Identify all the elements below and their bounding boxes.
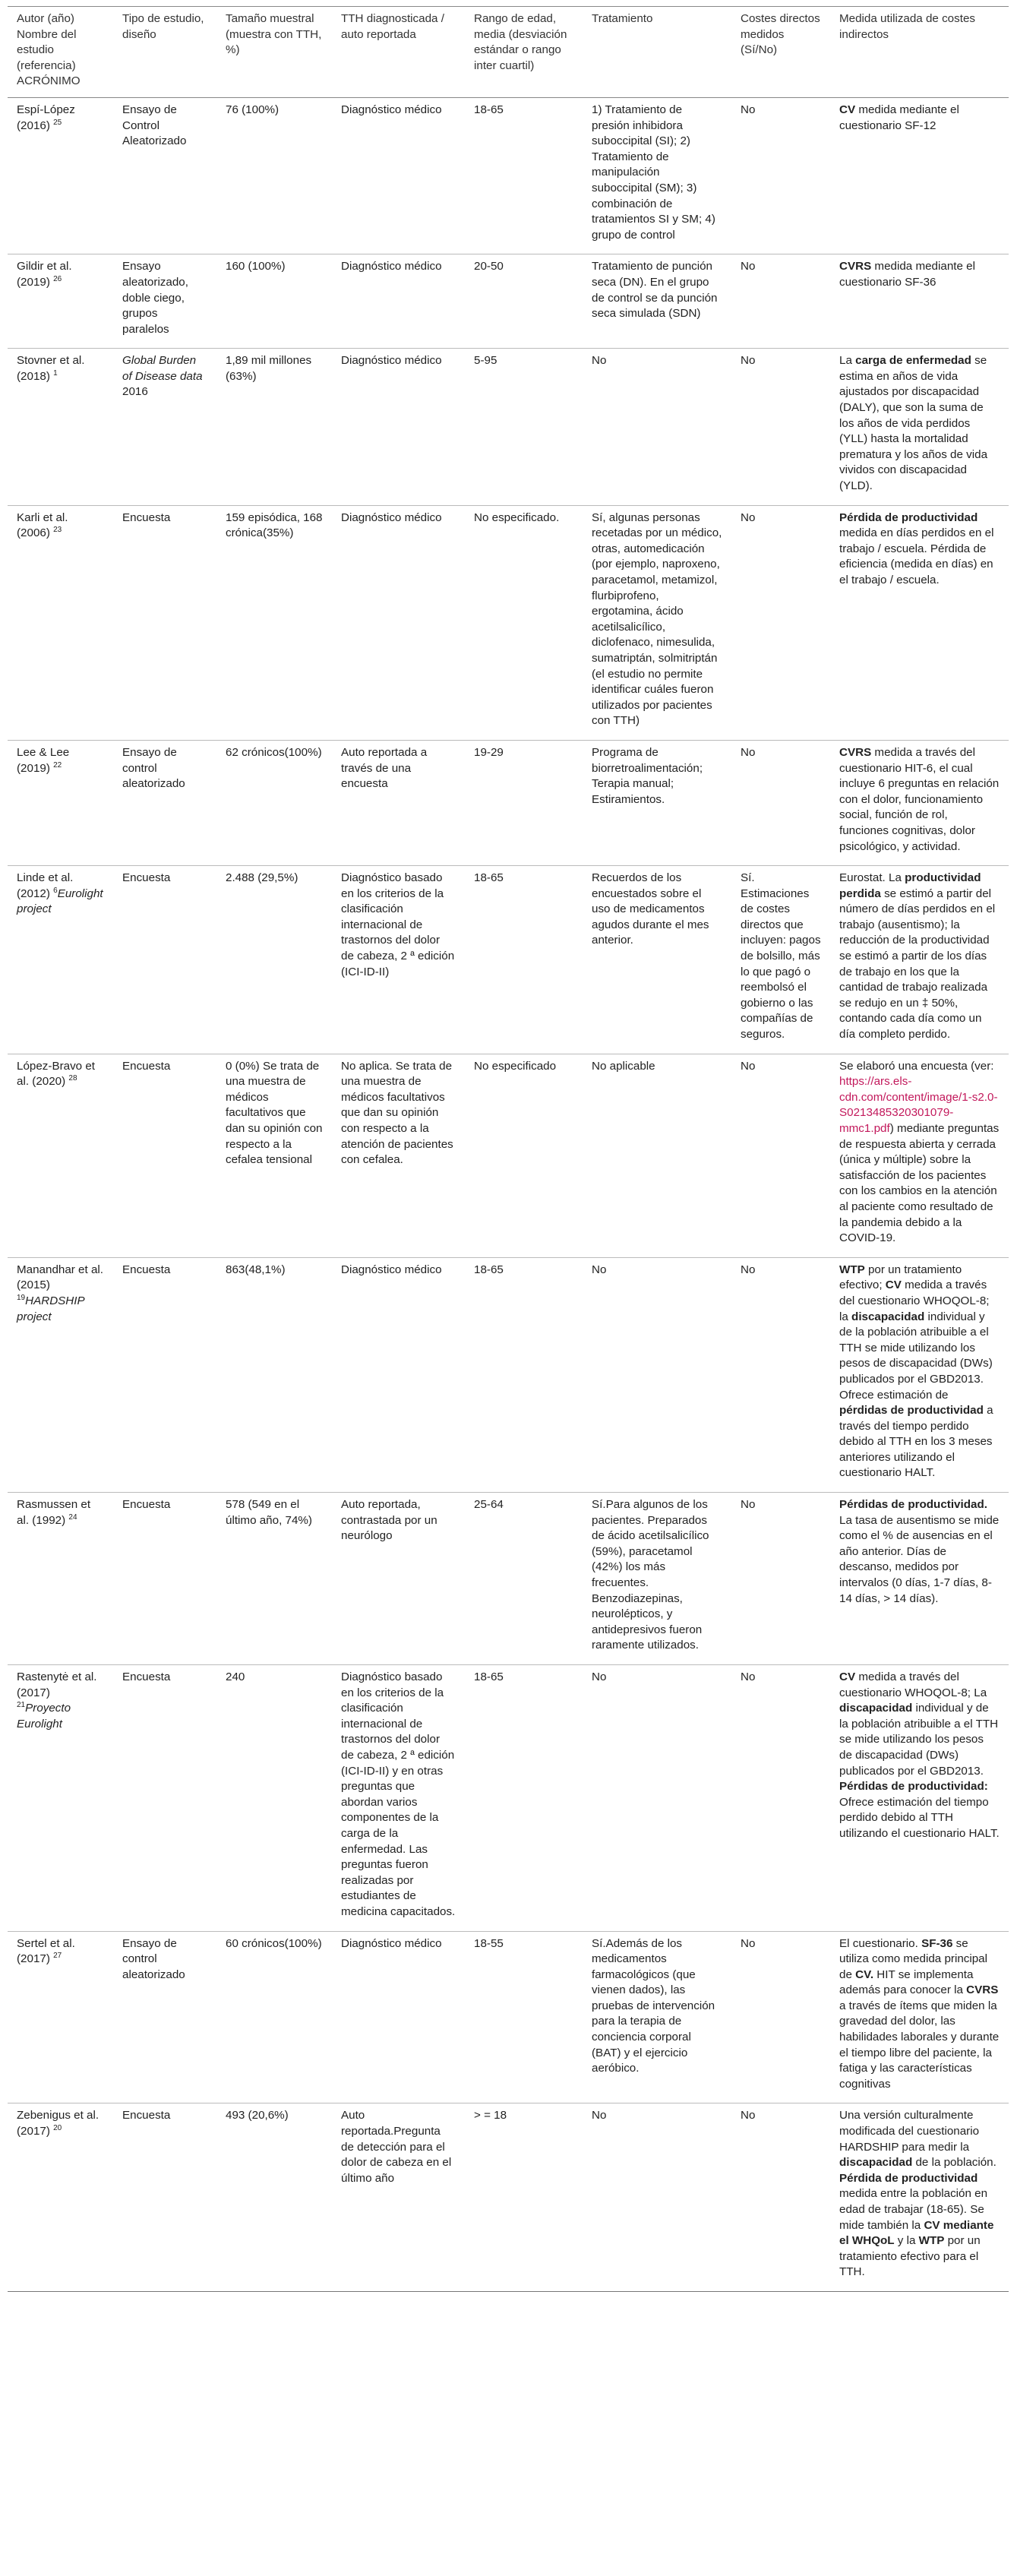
study-type-text: Ensayo aleatorizado, doble ciego, grupos paralelos	[122, 260, 188, 336]
text-segment: se estima en años de vida ajustados por discapacidad (DALY), que son la suma de los años de vida perdidos (YLL) hasta la mortalidad prematura y los años de vida vividos con discapacidad (YLD).	[839, 354, 988, 493]
tth-diagnosis-cell: Auto reportada, contrastada por un neurólogo	[332, 1493, 465, 1665]
sample-size-cell: 0 (0%) Se trata de una muestra de médicos facultativos que dan su opinión con respecto a la cefalea tensional	[216, 1054, 332, 1257]
bold-term: Pérdidas de productividad.	[839, 1498, 987, 1512]
tth-diagnosis-cell: Diagnóstico médico	[332, 97, 465, 254]
age-range-cell: 18-65	[465, 866, 583, 1054]
treatment-cell: Programa de biorretroalimentación; Terapia manual; Estiramientos.	[583, 740, 731, 865]
table-row	[8, 1665, 1009, 1932]
author-cell	[8, 2103, 113, 2292]
treatment-cell: No	[583, 349, 731, 505]
tth-diagnosis-cell: No aplica. Se trata de una muestra de médicos facultativos que dan su opinión con respecto a la atención de pacientes con cefalea.	[332, 1054, 465, 1257]
table-row	[8, 866, 1009, 1054]
direct-costs-cell: No	[731, 1257, 830, 1492]
direct-costs-cell: No	[731, 740, 830, 865]
text-segment: individual y de la población atribuible a el TTH se mide utilizando los pesos de discapacidad (DWs) publicados por el GBD2013. Ofrece estimación de	[839, 1310, 993, 1402]
tth-diagnosis-cell: Diagnóstico basado en los criterios de la clasificación internacional de trastornos del dolor de cabeza, 2 ª edición (ICI-ID-II) y en otras preguntas que abordan varios componentes de la carga de la enfermedad. Las preguntas fueron realizadas por estudiantes de medicina capacitados.	[332, 1665, 465, 1932]
direct-costs-cell: No	[731, 1931, 830, 2103]
indirect-costs-cell	[830, 1493, 1009, 1665]
indirect-costs-cell	[830, 1665, 1009, 1932]
tth-diagnosis-cell: Diagnóstico médico	[332, 1931, 465, 2103]
author-cell	[8, 1665, 113, 1932]
text-segment: medida a través del cuestionario WHOQOL-8; la	[839, 1279, 990, 1323]
bold-term: CV	[839, 1670, 856, 1683]
study-type-cell	[113, 1931, 216, 2103]
header-cell: Medida utilizada de costes indirectos	[830, 7, 1009, 98]
text-segment: se utiliza como medida principal de	[839, 1936, 987, 1981]
bold-term: CV.	[855, 1968, 874, 1981]
bold-term: CV	[839, 103, 856, 116]
text-segment: medida mediante el cuestionario SF-36	[839, 260, 975, 289]
study-type-cell	[113, 1257, 216, 1492]
indirect-costs-cell	[830, 349, 1009, 505]
header-cell: Tamaño muestral (muestra con TTH, %)	[216, 7, 332, 98]
survey-link[interactable]: https://ars.els-cdn.com/content/image/1-s2.0-S0213485320301079-mmc1.pdf	[839, 1075, 998, 1135]
tth-diagnosis-cell: Diagnóstico médico	[332, 505, 465, 740]
text-segment: medida a través del cuestionario WHOQOL-8; La	[839, 1670, 987, 1699]
text-segment: La	[839, 354, 856, 368]
study-type-text: Ensayo de Control Aleatorizado	[122, 103, 187, 148]
sample-size-cell: 863(48,1%)	[216, 1257, 332, 1492]
author-cell	[8, 740, 113, 865]
study-type-cell	[113, 1054, 216, 1257]
author-text: Karli et al. (2006)	[17, 510, 68, 540]
study-type-text: Encuesta	[122, 510, 171, 524]
study-type-text: Encuesta	[122, 1263, 171, 1276]
sample-size-cell: 1,89 mil millones (63%)	[216, 349, 332, 505]
table-row	[8, 349, 1009, 505]
study-type-cell	[113, 97, 216, 254]
indirect-costs-cell	[830, 1054, 1009, 1257]
tth-diagnosis-cell: Diagnóstico basado en los criterios de la clasificación internacional de trastornos del dolor de cabeza, 2 ª edición (ICI-ID-II)	[332, 866, 465, 1054]
bold-term: WTP	[839, 1263, 865, 1276]
header-row	[8, 7, 1009, 98]
text-segment: Eurostat. La	[839, 871, 905, 885]
direct-costs-cell: No	[731, 349, 830, 505]
table-row	[8, 2103, 1009, 2292]
sample-size-cell: 62 crónicos(100%)	[216, 740, 332, 865]
tth-diagnosis-cell: Diagnóstico médico	[332, 1257, 465, 1492]
indirect-costs-cell	[830, 97, 1009, 254]
sample-size-cell: 160 (100%)	[216, 254, 332, 349]
tth-diagnosis-cell: Diagnóstico médico	[332, 254, 465, 349]
reference-number: 28	[68, 1074, 77, 1083]
text-segment: Una versión culturalmente modificada del cuestionario HARDSHIP para medir la	[839, 2109, 980, 2154]
treatment-cell: Sí, algunas personas recetadas por un médico, otras, automedicación (por ejemplo, naproxeno, paracetamol, metamizol, flurbiprofeno, ergotamina, ácido acetilsalicílico, diclofenaco, nimesulida, sumatriptán, solmitriptán (el estudio no permite identificar cuáles fueron utilizados por pacientes con TTH)	[583, 505, 731, 740]
bold-term: CVRS	[839, 260, 872, 273]
study-type-text: Ensayo de control aleatorizado	[122, 1936, 185, 1981]
bold-term: CV	[885, 1279, 902, 1292]
sample-size-cell: 60 crónicos(100%)	[216, 1931, 332, 2103]
indirect-costs-cell	[830, 866, 1009, 1054]
text-segment: se estimó a partir del número de días perdidos en el trabajo (ausentismo); la reducción de la productividad se estimó a partir de los días de trabajo en los que la cantidad de trabajo realizada se redujo en un ‡ 50%, contando cada día como un día completo perdido.	[839, 887, 996, 1041]
treatment-cell: Tratamiento de punción seca (DN). En el grupo de control se da punción seca simulada (SDN)	[583, 254, 731, 349]
table-row	[8, 1257, 1009, 1492]
direct-costs-cell: No	[731, 2103, 830, 2292]
reference-number: 26	[53, 274, 62, 283]
sample-size-cell: 493 (20,6%)	[216, 2103, 332, 2292]
project-name: Eurolight project	[17, 887, 103, 916]
author-text: López-Bravo et al. (2020)	[17, 1059, 95, 1089]
age-range-cell: 18-65	[465, 1257, 583, 1492]
table-row	[8, 97, 1009, 254]
text-segment: HIT se implementa además para conocer la	[839, 1968, 974, 1997]
reference-number: 23	[53, 526, 62, 535]
study-type-cell	[113, 1493, 216, 1665]
author-text: Zebenigus et al. (2017)	[17, 2109, 99, 2138]
author-cell	[8, 505, 113, 740]
bold-term: carga de enfermedad	[855, 354, 971, 368]
sample-size-cell: 76 (100%)	[216, 97, 332, 254]
text-segment: medida mediante el cuestionario SF-12	[839, 103, 959, 132]
age-range-cell: 18-55	[465, 1931, 583, 2103]
bold-term: pérdidas de productividad	[839, 1404, 984, 1418]
treatment-cell: No	[583, 1665, 731, 1932]
study-type-cell	[113, 349, 216, 505]
text-segment: a través del tiempo perdido debido al TTH en los 3 meses anteriores utilizando el cuestionario HALT.	[839, 1404, 993, 1480]
treatment-cell: Sí.Además de los medicamentos farmacológicos (que vienen dados), las pruebas de intervención para la terapia de conciencia corporal (BAT) y el ejercicio aeróbico.	[583, 1931, 731, 2103]
age-range-cell: No especificado	[465, 1054, 583, 1257]
reference-number: 27	[53, 1952, 62, 1961]
indirect-costs-cell	[830, 254, 1009, 349]
studies-table	[8, 6, 1009, 2292]
age-range-cell: 19-29	[465, 740, 583, 865]
header-cell: TTH diagnosticada / auto reportada	[332, 7, 465, 98]
header-cell: Costes directos medidos (Sí/No)	[731, 7, 830, 98]
study-type-text: Ensayo de control aleatorizado	[122, 745, 185, 791]
age-range-cell: No especificado.	[465, 505, 583, 740]
project-name: HARDSHIP project	[17, 1294, 85, 1323]
bold-term: Pérdida de productividad	[839, 2171, 978, 2185]
text-segment: La tasa de ausentismo se mide como el % de ausencias en el año anterior. Días de descanso, medidos por intervalos (0 días, 1-7 días, 8-14 días, > 14 días).	[839, 1513, 1000, 1605]
study-type-text: Encuesta	[122, 2109, 171, 2122]
author-cell	[8, 97, 113, 254]
treatment-cell: No	[583, 2103, 731, 2292]
study-type-text: Encuesta	[122, 1498, 171, 1512]
text-segment: por un tratamiento efectivo para el TTH.	[839, 2234, 981, 2279]
author-cell	[8, 1931, 113, 2103]
age-range-cell: 20-50	[465, 254, 583, 349]
direct-costs-cell: No	[731, 254, 830, 349]
text-segment: Ofrece estimación del tiempo perdido debido al TTH utilizando el cuestionario HALT.	[839, 1795, 1000, 1840]
text-segment: individual y de la población atribuible a el TTH se mide utilizando los pesos de discapacidad (DWs) publicados por el GBD2013.	[839, 1702, 999, 1778]
reference-number: 24	[68, 1512, 77, 1522]
study-type-text: Encuesta	[122, 1059, 171, 1073]
age-range-cell: 5-95	[465, 349, 583, 505]
text-segment: medida a través del cuestionario HIT-6, el cual incluye 6 preguntas en relación con el dolor, funcionamiento social, función de rol, funciones cognitivas, dolor psicológico, y actividad.	[839, 745, 1000, 853]
header-cell: Rango de edad, media (desviación estándar o rango inter cuartil)	[465, 7, 583, 98]
bold-term: CVRS	[966, 1983, 999, 1997]
study-type-italic: Global Burden of Disease data	[122, 354, 203, 383]
treatment-cell: Sí.Para algunos de los pacientes. Preparados de ácido acetilsalicílico (59%), paracetamol (42%) los más frecuentes. Benzodiazepinas, neurolépticos, y antidepresivos fueron raramente utilizados.	[583, 1493, 731, 1665]
tth-diagnosis-cell: Auto reportada a través de una encuesta	[332, 740, 465, 865]
treatment-cell: No aplicable	[583, 1054, 731, 1257]
sample-size-cell: 578 (549 en el último año, 74%)	[216, 1493, 332, 1665]
tth-diagnosis-cell: Diagnóstico médico	[332, 349, 465, 505]
header-cell: Tratamiento	[583, 7, 731, 98]
study-type-cell	[113, 1665, 216, 1932]
treatment-cell: No	[583, 1257, 731, 1492]
header-cell: Tipo de estudio, diseño	[113, 7, 216, 98]
reference-number: 22	[53, 760, 62, 770]
reference-number: 21	[17, 1701, 26, 1710]
text-segment: medida entre la población en edad de trabajar (18-65). Se mide también la	[839, 2187, 988, 2232]
author-text: Gildir et al. (2019)	[17, 260, 72, 289]
tth-diagnosis-cell: Auto reportada.Pregunta de detección para el dolor de cabeza en el último año	[332, 2103, 465, 2292]
table-row	[8, 1493, 1009, 1665]
author-text: Linde et al. (2012)	[17, 871, 74, 900]
text-segment: y la	[894, 2234, 919, 2248]
table-row	[8, 254, 1009, 349]
study-type-cell	[113, 740, 216, 865]
indirect-costs-cell	[830, 2103, 1009, 2292]
bold-term: discapacidad	[839, 1702, 913, 1715]
age-range-cell: 18-65	[465, 97, 583, 254]
sample-size-cell: 240	[216, 1665, 332, 1932]
sample-size-cell: 2.488 (29,5%)	[216, 866, 332, 1054]
author-cell	[8, 1054, 113, 1257]
table-row	[8, 505, 1009, 740]
study-type-text: 2016	[122, 385, 148, 399]
bold-term: Pérdida de productividad	[839, 510, 978, 524]
indirect-costs-cell	[830, 740, 1009, 865]
author-text: Espí-López (2016)	[17, 103, 75, 132]
study-type-cell	[113, 2103, 216, 2292]
table-row	[8, 1054, 1009, 1257]
author-cell	[8, 866, 113, 1054]
author-text: Sertel et al. (2017)	[17, 1936, 75, 1966]
table-row	[8, 1931, 1009, 2103]
bold-term: Pérdidas de productividad:	[839, 1780, 988, 1794]
reference-number: 6	[53, 886, 58, 895]
study-type-text: Encuesta	[122, 871, 171, 885]
indirect-costs-cell	[830, 1931, 1009, 2103]
direct-costs-cell: No	[731, 505, 830, 740]
study-type-cell	[113, 254, 216, 349]
direct-costs-cell: No	[731, 1054, 830, 1257]
indirect-costs-cell	[830, 1257, 1009, 1492]
reference-number: 20	[53, 2123, 62, 2132]
author-text: Rastenytė et al. (2017)	[17, 1670, 97, 1699]
age-range-cell: > = 18	[465, 2103, 583, 2292]
text-segment: Se elaboró una encuesta (ver:	[839, 1059, 994, 1073]
bold-term: CV mediante el WHQoL	[839, 2218, 994, 2248]
text-segment: ) mediante preguntas de respuesta abierta y cerrada (única y múltiple) sobre la satisfacción de los pacientes con los cambios en la atención al paciente como resultado de la pandemia debido a la COVID-19.	[839, 1122, 1000, 1245]
author-cell	[8, 1257, 113, 1492]
text-segment: El cuestionario.	[839, 1936, 922, 1950]
author-text: Rasmussen et al. (1992)	[17, 1498, 91, 1527]
direct-costs-cell: No	[731, 1493, 830, 1665]
project-name: Proyecto Eurolight	[17, 1702, 71, 1731]
direct-costs-cell: No	[731, 97, 830, 254]
treatment-cell: Recuerdos de los encuestados sobre el uso de medicamentos agudos durante el mes anterior.	[583, 866, 731, 1054]
bold-term: SF-36	[921, 1936, 953, 1950]
text-segment: a través de ítems que miden la gravedad del dolor, las habilidades laborales y durante el tiempo libre del paciente, la fatiga y las características cognitivas	[839, 1999, 1000, 2091]
reference-number: 25	[53, 118, 62, 127]
bold-term: WTP	[918, 2234, 945, 2248]
text-segment: de la población.	[912, 2156, 996, 2170]
author-text: Manandhar et al. (2015)	[17, 1263, 103, 1292]
treatment-cell: 1) Tratamiento de presión inhibidora suboccipital (SI); 2) Tratamiento de manipulación suboccipital (SM); 3) combinación de tratamientos SI y SM; 4) grupo de control	[583, 97, 731, 254]
author-text: Lee & Lee (2019)	[17, 745, 70, 775]
author-cell	[8, 1493, 113, 1665]
direct-costs-cell: No	[731, 1665, 830, 1932]
sample-size-cell: 159 episódica, 168 crónica(35%)	[216, 505, 332, 740]
study-type-cell	[113, 505, 216, 740]
bold-term: CVRS	[839, 745, 872, 759]
reference-number: 19	[17, 1293, 26, 1302]
bold-term: discapacidad	[839, 2156, 913, 2170]
bold-term: productividad perdida	[839, 871, 981, 900]
age-range-cell: 25-64	[465, 1493, 583, 1665]
bold-term: discapacidad	[851, 1310, 925, 1323]
author-cell	[8, 254, 113, 349]
table-row	[8, 740, 1009, 865]
author-text: Stovner et al. (2018)	[17, 354, 85, 383]
age-range-cell: 18-65	[465, 1665, 583, 1932]
author-cell	[8, 349, 113, 505]
study-type-text: Encuesta	[122, 1670, 171, 1683]
direct-costs-cell: Sí. Estimaciones de costes directos que incluyen: pagos de bolsillo, más lo que pagó o reembolsó el gobierno o las compañías de seguros.	[731, 866, 830, 1054]
indirect-costs-cell	[830, 505, 1009, 740]
study-type-cell	[113, 866, 216, 1054]
text-segment: medida en días perdidos en el trabajo / escuela. Pérdida de eficiencia (medida en días) en el trabajo / escuela.	[839, 526, 994, 586]
reference-number: 1	[53, 368, 58, 378]
text-segment: por un tratamiento efectivo;	[839, 1263, 962, 1292]
header-cell: Autor (año) Nombre del estudio (referencia) ACRÓNIMO	[8, 7, 113, 98]
